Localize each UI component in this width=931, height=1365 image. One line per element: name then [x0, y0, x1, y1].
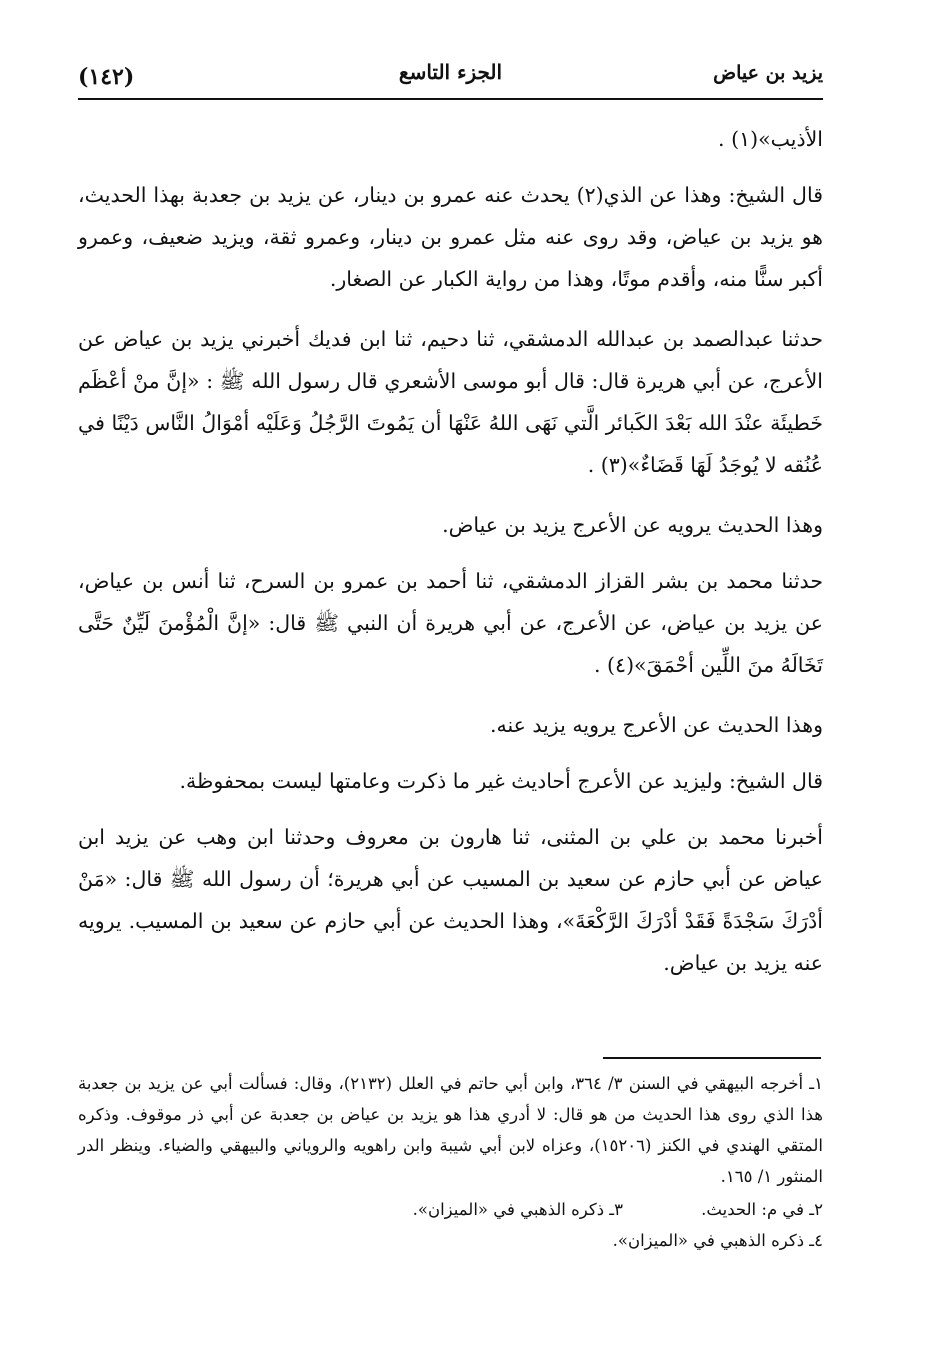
paragraph: أخبرنا محمد بن علي بن المثنى، ثنا هارون بن معروف وحدثنا ابن وهب عن يزيد ابن عياض عن أبي حازم عن سعيد بن المسيب عن أبي هريرة؛ أن رسول الله ﷺ قال: «مَنْ أدْرَكَ سَجْدَةً فَقَدْ أدْرَكَ الرَّكْعَةَ»، وهذا الحديث عن أبي حازم عن سعيد بن المسيب. يرويه عنه يزيد بن عياض. — [78, 825, 823, 975]
paragraph: قال الشيخ: وليزيد عن الأعرج أحاديث غير ما ذكرت وعامتها ليست بمحفوظة. — [179, 769, 823, 793]
footnotes — [78, 1068, 823, 1258]
footnote-separator — [603, 1057, 821, 1059]
paragraph: حدثنا عبدالصمد بن عبدالله الدمشقي، ثنا دحيم، ثنا ابن فديك أخبرني يزيد بن عياض عن الأعرج، عن أبي هريرة قال: قال أبو موسى الأشعري قال رسول الله ﷺ : «إنَّ منْ أعْظَم خَطيئَة عنْدَ الله بَعْدَ الكَبائر الَّتي نَهَى اللهُ عَنْهَا أن يَمُوتَ الرَّجُلُ وَعَلَيْه أمْوَالُ النَّاس دَيْنًا في عُنُقه لا يُوجَدُ لَهَا قَضَاءٌ»(٣) . — [78, 327, 823, 477]
main-text — [78, 118, 823, 1002]
footnote-1: ١ـ أخرجه البيهقي في السنن ٣/ ٣٦٤، وابن أبي حاتم في العلل (٢١٣٢)، وقال: فسألت أبي عن يزيد بن جعدبة هذا الذي روى هذا الحديث من هو قال: لا أدري هذا هو يزيد بن عياض بن جعدبة عن أبي ذر موقوف. وذكره المتقي الهندي في الكنز (١٥٢٠٦)، وعزاه لابن أبي شيبة وابن راهويه والروياني والبيهقي والضياء. وينظر الدر المنثور ١/ ١٦٥. — [78, 1074, 824, 1186]
volume-title: الجزء التاسع — [398, 60, 503, 84]
footnote-row — [78, 1194, 823, 1225]
page-header — [78, 50, 823, 100]
running-title: يزيد بن عياض — [713, 62, 823, 84]
footnote-4: ٤ـ ذكره الذهبي في «الميزان». — [612, 1231, 823, 1250]
paragraph: قال الشيخ: وهذا عن الذي(٢) يحدث عنه عمرو بن دينار، عن يزيد بن جعدبة بهذا الحديث، هو يزيد بن عياض، وقد روى عنه مثل عمرو بن دينار، وعمرو ثقة، ويزيد ضعيف، وعمرو أكبر سنًّا منه، وأقدم موتًا، وهذا من رواية الكبار عن الصغار. — [78, 183, 823, 291]
paragraph: حدثنا محمد بن بشر القزاز الدمشقي، ثنا أحمد بن عمرو بن السرح، ثنا أنس بن عياض، عن يزيد بن عياض، عن الأعرج، عن أبي هريرة أن النبي ﷺ قال: «إنَّ الْمُؤْمنَ لَيِّنٌ حَتَّى تَخَالَهُ منَ اللِّين أحْمَقَ»(٤) . — [78, 569, 823, 677]
page-number: (١٤٢) — [78, 64, 135, 90]
header-rule — [78, 98, 823, 100]
footnote-3: ٣ـ ذكره الذهبي في «الميزان». — [412, 1200, 623, 1219]
paragraph: الأذيب»(١) . — [718, 127, 823, 151]
footnote-2: ٢ـ في م: الحديث. — [701, 1200, 823, 1219]
paragraph: وهذا الحديث يرويه عن الأعرج يزيد بن عياض. — [442, 513, 823, 537]
paragraph: وهذا الحديث عن الأعرج يرويه يزيد عنه. — [489, 713, 823, 737]
